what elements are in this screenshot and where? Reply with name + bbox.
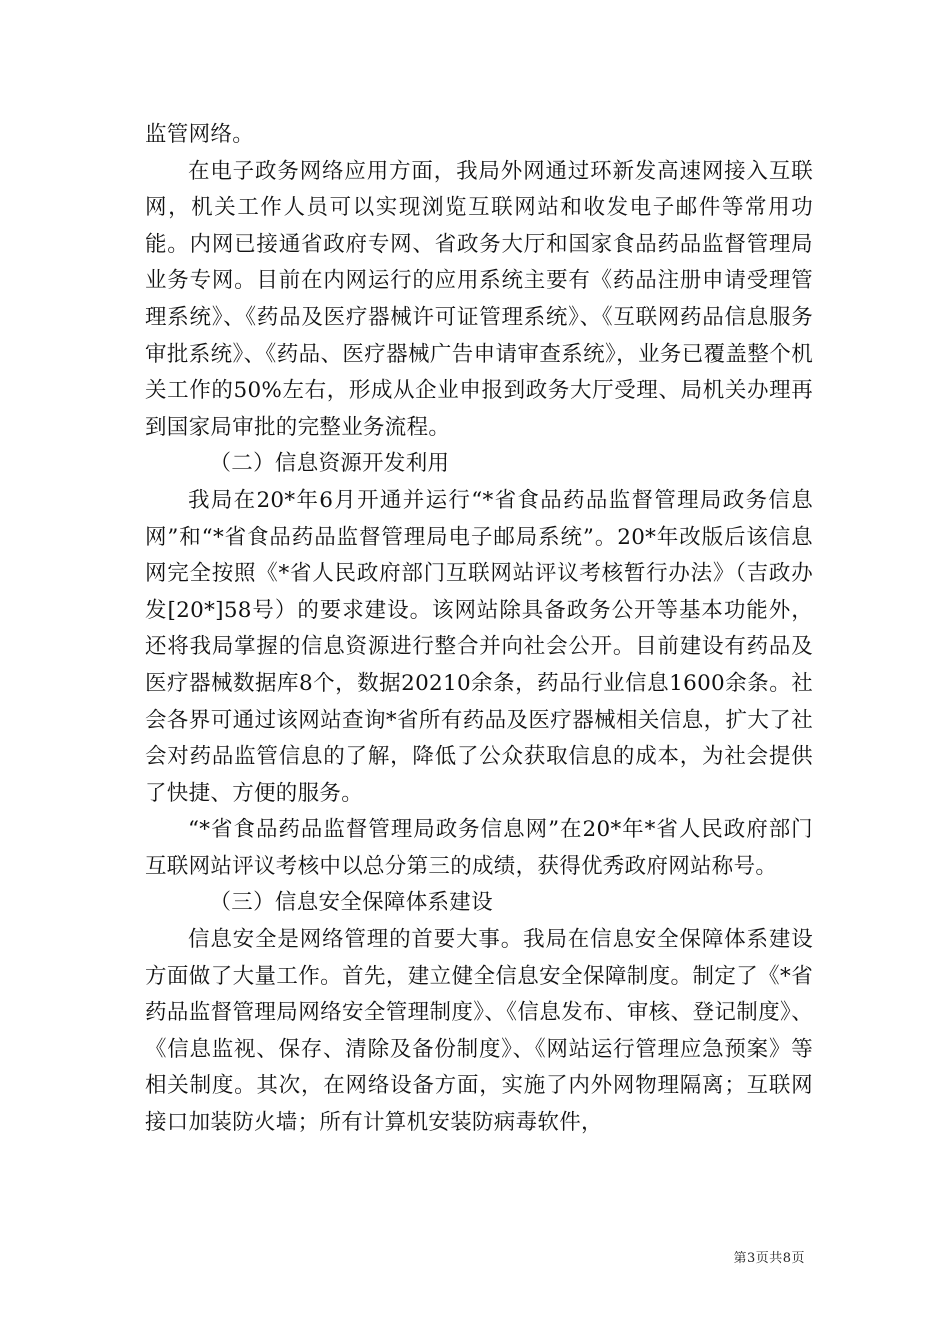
document-body bbox=[145, 117, 813, 1142]
page-number-footer: 第3页共8页 bbox=[733, 1251, 805, 1266]
section-heading-info-security: （三）信息安全保障体系建设 bbox=[209, 890, 493, 916]
paragraph-continuation: 监管网络。 bbox=[145, 122, 255, 147]
section-heading-info-resources: （二）信息资源开发利用 bbox=[209, 451, 450, 477]
paragraph-info-security: 信息安全是网络管理的首要大事。我局在信息安全保障体系建设方面做了大量工作。首先，建立健全信息安全保障制度。制定了《*省药品监督管理局网络安全管理制度》、《信息发布、审核、登记制度》、《信息监视、保存、清除及备份制度》、《网站运行管理应急预案》等相关制度。其次，在网络设备方面，实施了内外网物理隔离；互联网接口加装防火墙；所有计算机安装防病毒软件， bbox=[145, 927, 813, 1136]
paragraph-e-government-network: 在电子政务网络应用方面，我局外网通过环新发高速网接入互联网，机关工作人员可以实现浏览互联网站和收发电子邮件等常用功能。内网已接通省政府专网、省政务大厅和国家食品药品监督管理局业务专网。目前在内网运行的应用系统主要有《药品注册申请受理管理系统》、《药品及医疗器械许可证管理系统》、《互联网药品信息服务审批系统》、《药品、医疗器械广告申请审查系统》，业务已覆盖整个机关工作的50%左右，形成从企业申报到政务大厅受理、局机关办理再到国家局审批的完整业务流程。 bbox=[145, 158, 813, 440]
paragraph-website-award: “*省食品药品监督管理局政务信息网”在20*年*省人民政府部门互联网站评议考核中以总分第三的成绩，获得优秀政府网站称号。 bbox=[145, 817, 813, 879]
paragraph-info-resources: 我局在20*年6月开通并运行“*省食品药品监督管理局政务信息网”和“*省食品药品监督管理局电子邮局系统”。20*年改版后该信息网完全按照《*省人民政府部门互联网站评议考核暂行办法》（吉政办发[20*]58号）的要求建设。该网站除具备政务公开等基本功能外，还将我局掌握的信息资源进行整合并向社会公开。目前建设有药品及医疗器械数据库8个，数据20210余条，药品行业信息1600余条。社会各界可通过该网站查询*省所有药品及医疗器械相关信息，扩大了社会对药品监管信息的了解，降低了公众获取信息的成本，为社会提供了快捷、方便的服务。 bbox=[145, 487, 813, 806]
